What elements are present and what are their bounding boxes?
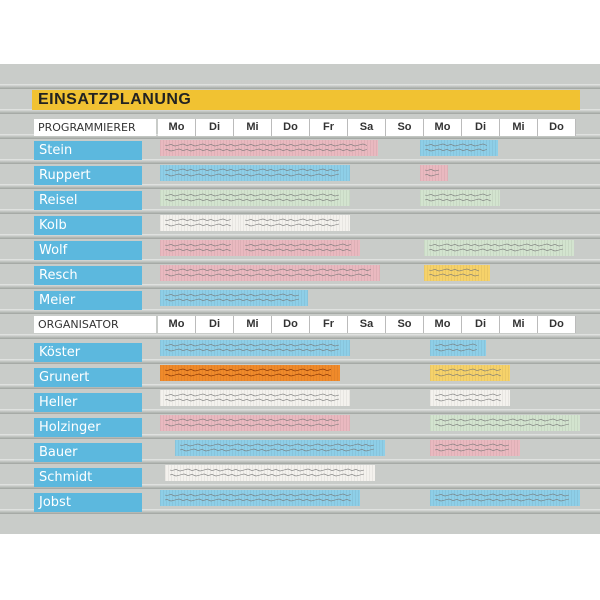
handwriting-scribble [165, 299, 299, 301]
assignment-strip[interactable] [430, 390, 510, 406]
day-header-sa: Sa [348, 316, 386, 333]
assignment-strip[interactable] [160, 140, 378, 156]
day-header-do: Do [272, 119, 310, 136]
handwriting-scribble [170, 474, 364, 476]
assignment-strip[interactable] [160, 290, 308, 306]
assignment-strip[interactable] [430, 415, 580, 431]
handwriting-scribble [165, 244, 231, 246]
day-header-mi: Mi [500, 119, 538, 136]
handwriting-scribble [165, 274, 371, 276]
handwriting-scribble [165, 169, 339, 171]
assignment-strip[interactable] [160, 415, 350, 431]
day-header-sa: Sa [348, 119, 386, 136]
assignment-strip[interactable] [240, 240, 360, 256]
assignment-strip[interactable] [160, 340, 350, 356]
handwriting-scribble [170, 469, 364, 471]
day-header-di: Di [462, 316, 500, 333]
name-tag[interactable]: Jobst [34, 493, 142, 512]
name-tag[interactable]: Schmidt [34, 468, 142, 487]
handwriting-scribble [435, 494, 569, 496]
handwriting-scribble [435, 349, 477, 351]
handwriting-scribble [425, 174, 439, 176]
handwriting-scribble [429, 269, 479, 271]
board-rail [0, 84, 600, 89]
handwriting-scribble [165, 344, 339, 346]
assignment-strip[interactable] [420, 165, 448, 181]
name-tag[interactable]: Grunert [34, 368, 142, 387]
day-header-mi: Mi [234, 119, 272, 136]
board-rail [0, 334, 600, 339]
handwriting-scribble [435, 344, 477, 346]
day-header-fr: Fr [310, 316, 348, 333]
assignment-strip[interactable] [160, 215, 240, 231]
name-tag[interactable]: Reisel [34, 191, 142, 210]
day-header-do: Do [272, 316, 310, 333]
assignment-strip[interactable] [165, 465, 375, 481]
assignment-strip[interactable] [420, 190, 500, 206]
name-tag[interactable]: Wolf [34, 241, 142, 260]
handwriting-scribble [435, 444, 509, 446]
day-header-so: So [386, 119, 424, 136]
assignment-strip[interactable] [424, 265, 490, 281]
handwriting-scribble [165, 144, 367, 146]
section-label-programmierer: PROGRAMMIERER [34, 119, 156, 136]
name-tag[interactable]: Heller [34, 393, 142, 412]
day-header-mi: Mi [500, 316, 538, 333]
handwriting-scribble [165, 494, 351, 496]
handwriting-scribble [165, 399, 339, 401]
handwriting-scribble [425, 149, 487, 151]
assignment-strip[interactable] [430, 340, 486, 356]
day-header-di: Di [196, 119, 234, 136]
handwriting-scribble [435, 374, 501, 376]
day-header-mo: Mo [424, 316, 462, 333]
day-header-mo: Mo [424, 119, 462, 136]
handwriting-scribble [425, 194, 491, 196]
handwriting-scribble [165, 219, 231, 221]
name-tag[interactable]: Meier [34, 291, 142, 310]
assignment-strip[interactable] [430, 440, 520, 456]
handwriting-scribble [165, 224, 231, 226]
day-header-mi: Mi [234, 316, 272, 333]
handwriting-scribble [429, 244, 563, 246]
handwriting-scribble [245, 224, 339, 226]
day-header-do: Do [538, 119, 576, 136]
day-header-di: Di [196, 316, 234, 333]
name-tag[interactable]: Resch [34, 266, 142, 285]
handwriting-scribble [165, 269, 371, 271]
handwriting-scribble [245, 244, 351, 246]
assignment-strip[interactable] [160, 265, 380, 281]
day-header-so: So [386, 316, 424, 333]
handwriting-scribble [165, 174, 339, 176]
assignment-strip[interactable] [424, 240, 574, 256]
handwriting-scribble [425, 170, 439, 172]
day-header-mo: Mo [158, 119, 196, 136]
handwriting-scribble [165, 424, 339, 426]
handwriting-scribble [435, 419, 569, 421]
name-tag[interactable]: Köster [34, 343, 142, 362]
handwriting-scribble [435, 449, 509, 451]
assignment-strip[interactable] [240, 215, 350, 231]
board-title: EINSATZPLANUNG [32, 90, 580, 110]
handwriting-scribble [165, 369, 331, 371]
handwriting-scribble [425, 199, 491, 201]
day-header-fr: Fr [310, 119, 348, 136]
name-tag[interactable]: Stein [34, 141, 142, 160]
assignment-strip[interactable] [160, 190, 350, 206]
handwriting-scribble [429, 249, 563, 251]
day-header-do: Do [538, 316, 576, 333]
handwriting-scribble [435, 369, 501, 371]
handwriting-scribble [180, 444, 374, 446]
assignment-strip[interactable] [160, 390, 350, 406]
name-tag[interactable]: Kolb [34, 216, 142, 235]
handwriting-scribble [245, 219, 339, 221]
assignment-strip[interactable] [160, 240, 240, 256]
assignment-strip[interactable] [160, 365, 340, 381]
name-tag[interactable]: Ruppert [34, 166, 142, 185]
handwriting-scribble [165, 294, 299, 296]
handwriting-scribble [435, 424, 569, 426]
handwriting-scribble [165, 374, 331, 376]
day-header-mo: Mo [158, 316, 196, 333]
handwriting-scribble [165, 149, 367, 151]
handwriting-scribble [165, 394, 339, 396]
section-label-organisator: ORGANISATOR [34, 316, 156, 333]
handwriting-scribble [435, 399, 501, 401]
assignment-strip[interactable] [420, 140, 498, 156]
handwriting-scribble [245, 249, 351, 251]
handwriting-scribble [165, 419, 339, 421]
handwriting-scribble [165, 349, 339, 351]
assignment-strip[interactable] [430, 490, 580, 506]
name-tag[interactable]: Bauer [34, 443, 142, 462]
assignment-strip[interactable] [175, 440, 385, 456]
handwriting-scribble [165, 249, 231, 251]
handwriting-scribble [165, 194, 339, 196]
handwriting-scribble [165, 199, 339, 201]
handwriting-scribble [180, 449, 374, 451]
name-tag[interactable]: Holzinger [34, 418, 142, 437]
handwriting-scribble [425, 144, 487, 146]
assignment-strip[interactable] [430, 365, 510, 381]
handwriting-scribble [165, 499, 351, 501]
handwriting-scribble [429, 274, 479, 276]
assignment-strip[interactable] [160, 165, 350, 181]
handwriting-scribble [435, 499, 569, 501]
handwriting-scribble [435, 394, 501, 396]
day-header-di: Di [462, 119, 500, 136]
assignment-strip[interactable] [160, 490, 360, 506]
